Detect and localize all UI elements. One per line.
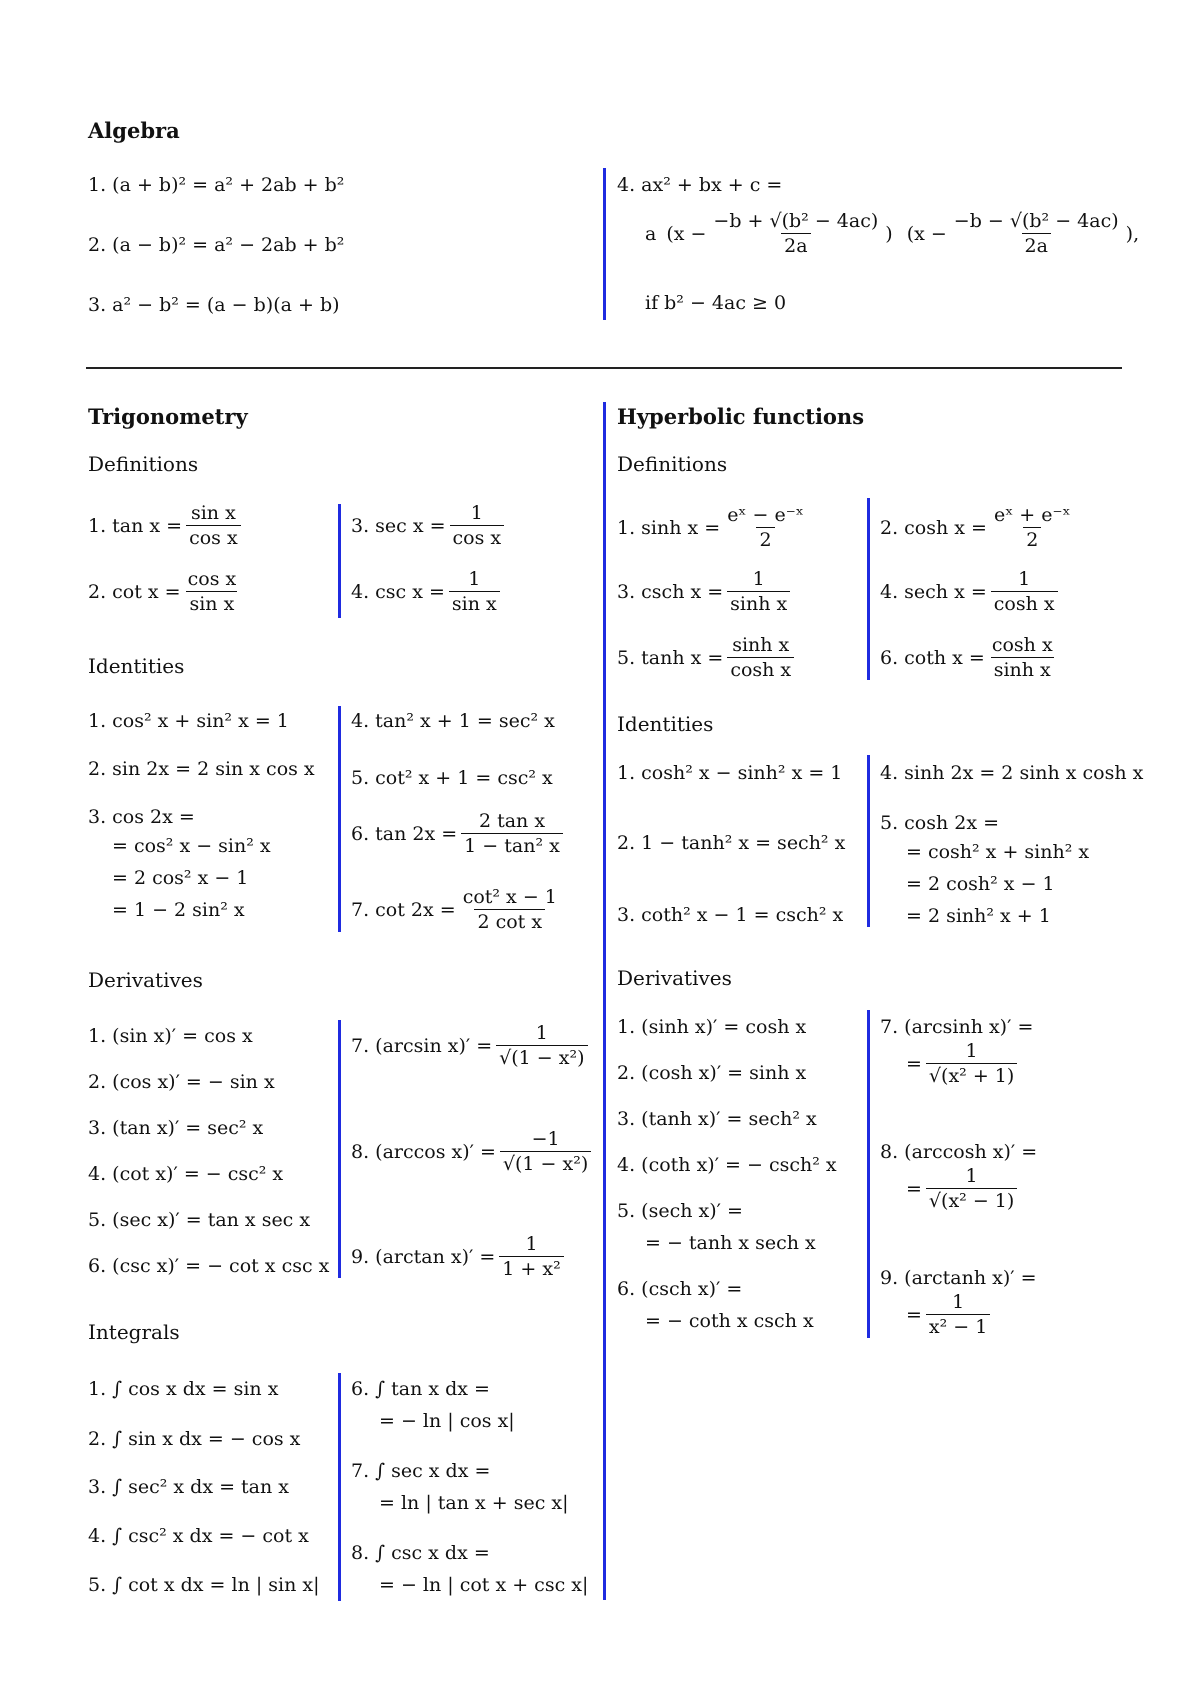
hyper-identity-2: 2. 1 − tanh² x = sech² x <box>617 832 846 854</box>
hyper-derivative-8-equals: = <box>906 1177 922 1200</box>
trig-identity-4: 4. tan² x + 1 = sec² x <box>351 710 555 732</box>
quadratic-root-1 <box>710 212 881 256</box>
hyper-def-3-numerator: 1 <box>752 568 765 590</box>
trig-identity-1: 1. cos² x + sin² x = 1 <box>88 710 289 732</box>
hyper-derivative-1: 1. (sinh x)′ = cosh x <box>617 1016 807 1038</box>
hyper-def-6-label: 6. coth x = <box>880 646 985 669</box>
hyper-derivative-4: 4. (coth x)′ = − csch² x <box>617 1154 837 1176</box>
quadratic-root-2-denominator: 2a <box>1022 233 1051 256</box>
trig-def-2-numerator: cos x <box>187 568 237 590</box>
hyper-identities-heading: Identities <box>617 712 714 736</box>
hyper-derivative-8-result <box>906 1167 1021 1211</box>
quadratic-rparen-2: ), <box>1125 222 1140 245</box>
hyper-identity-5-step-2: = 2 cosh² x − 1 <box>906 873 1055 895</box>
trig-identity-6-fraction <box>461 812 563 856</box>
hyper-identity-5: 5. cosh 2x = <box>880 812 1000 834</box>
quadratic-rparen-1: ) <box>885 222 893 245</box>
trig-identity-6-denominator: 1 − tan² x <box>461 833 563 856</box>
quadratic-root-2-numerator: −b − √(b² − 4ac) <box>953 210 1119 232</box>
integral-8: 8. ∫ csc x dx = <box>351 1542 490 1564</box>
hyper-identity-5-steps <box>906 836 1089 932</box>
trig-identity-7 <box>351 888 564 932</box>
trig-derivative-5: 5. (sec x)′ = tan x sec x <box>88 1209 311 1231</box>
hyper-def-4-fraction <box>991 570 1058 614</box>
trig-identities-divider <box>338 706 341 932</box>
integral-7: 7. ∫ sec x dx = <box>351 1460 491 1482</box>
trig-derivative-3: 3. (tan x)′ = sec² x <box>88 1117 264 1139</box>
quadratic-root-1-denominator: 2a <box>781 233 810 256</box>
hyper-derivative-7: 7. (arcsinh x)′ = <box>880 1016 1034 1038</box>
hyper-def-4-label: 4. sech x = <box>880 580 987 603</box>
trig-derivative-7-numerator: 1 <box>535 1022 548 1044</box>
hyper-identity-1: 1. cosh² x − sinh² x = 1 <box>617 762 843 784</box>
hyper-identities-divider <box>867 755 870 927</box>
trig-identity-7-fraction <box>460 888 560 932</box>
trig-derivative-8-fraction <box>500 1130 591 1174</box>
trig-derivative-7-label: 7. (arcsin x)′ = <box>351 1034 493 1057</box>
hyper-def-2 <box>880 506 1078 550</box>
hyper-def-5-label: 5. tanh x = <box>617 646 724 669</box>
trig-def-3-denominator: cos x <box>450 525 505 548</box>
algebra-heading: Algebra <box>88 118 180 143</box>
hyper-derivative-7-denominator: √(x² + 1) <box>926 1063 1017 1086</box>
hyper-def-4 <box>880 570 1062 614</box>
trig-identity-7-numerator: cot² x − 1 <box>462 886 557 908</box>
trig-derivative-2: 2. (cos x)′ = − sin x <box>88 1071 275 1093</box>
integral-4: 4. ∫ csc² x dx = − cot x <box>88 1525 309 1547</box>
trig-derivatives-heading: Derivatives <box>88 968 203 992</box>
trig-derivative-9-label: 9. (arctan x)′ = <box>351 1245 496 1268</box>
hyper-def-1-fraction <box>724 506 807 550</box>
hyper-derivative-8-fraction <box>926 1167 1017 1211</box>
trig-def-4 <box>351 570 504 614</box>
integral-1: 1. ∫ cos x dx = sin x <box>88 1378 279 1400</box>
hyper-def-3 <box>617 570 794 614</box>
hyper-def-3-fraction <box>727 570 790 614</box>
hyper-def-5-denominator: cosh x <box>727 657 794 680</box>
integral-8-result: = − ln | cot x + csc x| <box>379 1574 589 1596</box>
trig-derivative-6: 6. (csc x)′ = − cot x csc x <box>88 1255 330 1277</box>
hyper-identity-3: 3. coth² x − 1 = csch² x <box>617 904 844 926</box>
trig-identity-7-denominator: 2 cot x <box>474 909 545 932</box>
trig-derivative-9-fraction <box>499 1235 563 1279</box>
hyper-derivative-6: 6. (csch x)′ = <box>617 1278 743 1300</box>
hyper-derivative-7-equals: = <box>906 1052 922 1075</box>
trig-derivative-9-denominator: 1 + x² <box>499 1256 563 1279</box>
trig-derivative-9-numerator: 1 <box>525 1233 538 1255</box>
trig-identity-6-label: 6. tan 2x = <box>351 822 458 845</box>
trig-def-2-label: 2. cot x = <box>88 580 181 603</box>
integrals-heading: Integrals <box>88 1320 180 1344</box>
trig-def-3-numerator: 1 <box>470 502 483 524</box>
trig-identity-3-steps <box>112 830 271 926</box>
trig-def-4-numerator: 1 <box>468 568 481 590</box>
trig-def-4-label: 4. csc x = <box>351 580 445 603</box>
hyper-derivative-9-result <box>906 1293 994 1337</box>
hyper-def-5-fraction <box>727 636 794 680</box>
trig-derivative-7-denominator: √(1 − x²) <box>496 1045 587 1068</box>
trig-def-2-fraction <box>185 570 240 614</box>
hyper-defs-divider <box>867 498 870 680</box>
integral-2: 2. ∫ sin x dx = − cos x <box>88 1428 301 1450</box>
integral-6: 6. ∫ tan x dx = <box>351 1378 490 1400</box>
trig-def-3-fraction <box>450 504 505 548</box>
hyper-definitions-heading: Definitions <box>617 452 728 476</box>
trig-def-1-denominator: cos x <box>186 525 241 548</box>
hyper-def-6-denominator: sinh x <box>991 657 1054 680</box>
trig-identity-6 <box>351 812 567 856</box>
hyper-derivative-6-result: = − coth x csch x <box>645 1310 814 1332</box>
quadratic-root-2 <box>951 212 1122 256</box>
trig-identities-heading: Identities <box>88 654 185 678</box>
hyper-identity-4: 4. sinh 2x = 2 sinh x cosh x <box>880 762 1144 784</box>
algebra-divider <box>603 168 606 320</box>
hyper-def-1-denominator: 2 <box>756 527 774 550</box>
hyper-def-4-numerator: 1 <box>1018 568 1031 590</box>
hyper-derivative-9-denominator: x² − 1 <box>926 1314 990 1337</box>
trig-derivative-8-label: 8. (arccos x)′ = <box>351 1140 496 1163</box>
trig-derivative-9 <box>351 1235 568 1279</box>
hyper-derivative-7-result <box>906 1042 1021 1086</box>
hyper-def-2-numerator: eˣ + e⁻ˣ <box>993 504 1071 526</box>
trig-identity-6-numerator: 2 tan x <box>478 810 546 832</box>
hyper-def-5-numerator: sinh x <box>732 634 790 656</box>
hyper-derivative-7-fraction <box>926 1042 1017 1086</box>
trig-def-1 <box>88 504 245 548</box>
algebra-formula-2: 2. (a − b)² = a² − 2ab + b² <box>88 234 345 256</box>
trig-identity-2: 2. sin 2x = 2 sin x cos x <box>88 758 315 780</box>
trig-def-4-fraction <box>449 570 500 614</box>
hyper-derivative-9-fraction <box>926 1293 990 1337</box>
hyper-def-1-numerator: eˣ − e⁻ˣ <box>727 504 804 526</box>
trig-def-4-denominator: sin x <box>449 591 500 614</box>
trig-identity-3-step-1: = cos² x − sin² x <box>112 835 271 857</box>
hyper-derivatives-divider <box>867 1010 870 1338</box>
quadratic-condition: if b² − 4ac ≥ 0 <box>645 292 787 314</box>
hyper-derivative-8-numerator: 1 <box>965 1165 978 1187</box>
hyper-def-1 <box>617 506 811 550</box>
hyper-def-4-denominator: cosh x <box>991 591 1058 614</box>
trig-identity-3: 3. cos 2x = <box>88 806 195 828</box>
algebra-formula-1: 1. (a + b)² = a² + 2ab + b² <box>88 174 345 196</box>
trig-definitions-heading: Definitions <box>88 452 199 476</box>
integral-3: 3. ∫ sec² x dx = tan x <box>88 1476 289 1498</box>
hyper-derivative-5-result: = − tanh x sech x <box>645 1232 816 1254</box>
hyper-def-5 <box>617 636 798 680</box>
hyper-def-2-fraction <box>991 506 1074 550</box>
trig-def-3 <box>351 504 508 548</box>
trig-derivative-7 <box>351 1024 592 1068</box>
integral-7-result: = ln | tan x + sec x| <box>379 1492 569 1514</box>
hyper-derivative-8: 8. (arccosh x)′ = <box>880 1141 1038 1163</box>
trig-defs-divider <box>338 504 341 618</box>
trig-def-1-numerator: sin x <box>190 502 236 524</box>
integral-6-result: = − ln | cos x| <box>379 1410 515 1432</box>
hyper-def-2-denominator: 2 <box>1023 527 1041 550</box>
integral-5: 5. ∫ cot x dx = ln | sin x| <box>88 1574 320 1596</box>
trig-def-1-label: 1. tan x = <box>88 514 183 537</box>
trig-identity-3-step-2: = 2 cos² x − 1 <box>112 867 249 889</box>
hyper-derivative-9: 9. (arctanh x)′ = <box>880 1267 1037 1289</box>
hyper-def-6 <box>880 636 1060 680</box>
hyper-identity-5-step-3: = 2 sinh² x + 1 <box>906 905 1051 927</box>
algebra-formula-3: 3. a² − b² = (a − b)(a + b) <box>88 294 340 316</box>
trig-derivative-8 <box>351 1130 595 1174</box>
integrals-divider <box>338 1373 341 1601</box>
hyper-derivative-5: 5. (sech x)′ = <box>617 1200 743 1222</box>
hyper-derivative-2: 2. (cosh x)′ = sinh x <box>617 1062 807 1084</box>
hyperbolic-heading: Hyperbolic functions <box>617 404 865 429</box>
trigonometry-heading: Trigonometry <box>88 404 248 429</box>
trig-derivative-1: 1. (sin x)′ = cos x <box>88 1025 253 1047</box>
hyper-derivative-9-equals: = <box>906 1303 922 1326</box>
trig-identity-3-step-3: = 1 − 2 sin² x <box>112 899 245 921</box>
hyper-def-6-fraction <box>989 636 1056 680</box>
hyper-derivative-3: 3. (tanh x)′ = sech² x <box>617 1108 817 1130</box>
trig-def-3-label: 3. sec x = <box>351 514 446 537</box>
column-divider <box>603 402 606 1600</box>
section-rule <box>86 367 1122 369</box>
trig-def-1-fraction <box>186 504 241 548</box>
quadratic-factorization <box>645 212 1139 256</box>
trig-derivative-8-denominator: √(1 − x²) <box>500 1151 591 1174</box>
hyper-def-3-label: 3. csch x = <box>617 580 724 603</box>
quadratic-coefficient: a <box>645 222 657 245</box>
hyper-derivative-8-denominator: √(x² − 1) <box>926 1188 1017 1211</box>
trig-derivative-7-fraction <box>496 1024 587 1068</box>
trig-def-2 <box>88 570 243 614</box>
trig-derivatives-divider <box>338 1020 341 1278</box>
quadratic-root-1-numerator: −b + √(b² − 4ac) <box>713 210 879 232</box>
hyper-def-6-numerator: cosh x <box>991 634 1053 656</box>
hyper-def-1-label: 1. sinh x = <box>617 516 721 539</box>
hyper-derivative-7-numerator: 1 <box>965 1040 978 1062</box>
hyper-def-3-denominator: sinh x <box>727 591 790 614</box>
trig-def-2-denominator: sin x <box>186 591 237 614</box>
hyper-def-2-label: 2. cosh x = <box>880 516 987 539</box>
hyper-derivatives-heading: Derivatives <box>617 966 732 990</box>
trig-identity-7-label: 7. cot 2x = <box>351 898 456 921</box>
quadratic-lparen-1: (x − <box>666 222 707 245</box>
trig-identity-5: 5. cot² x + 1 = csc² x <box>351 767 553 789</box>
hyper-derivative-9-numerator: 1 <box>952 1291 965 1313</box>
quadratic-line-1: 4. ax² + bx + c = <box>617 174 783 196</box>
hyper-identity-5-step-1: = cosh² x + sinh² x <box>906 841 1090 863</box>
quadratic-lparen-2: (x − <box>906 222 947 245</box>
trig-derivative-8-numerator: −1 <box>531 1128 560 1150</box>
trig-derivative-4: 4. (cot x)′ = − csc² x <box>88 1163 284 1185</box>
